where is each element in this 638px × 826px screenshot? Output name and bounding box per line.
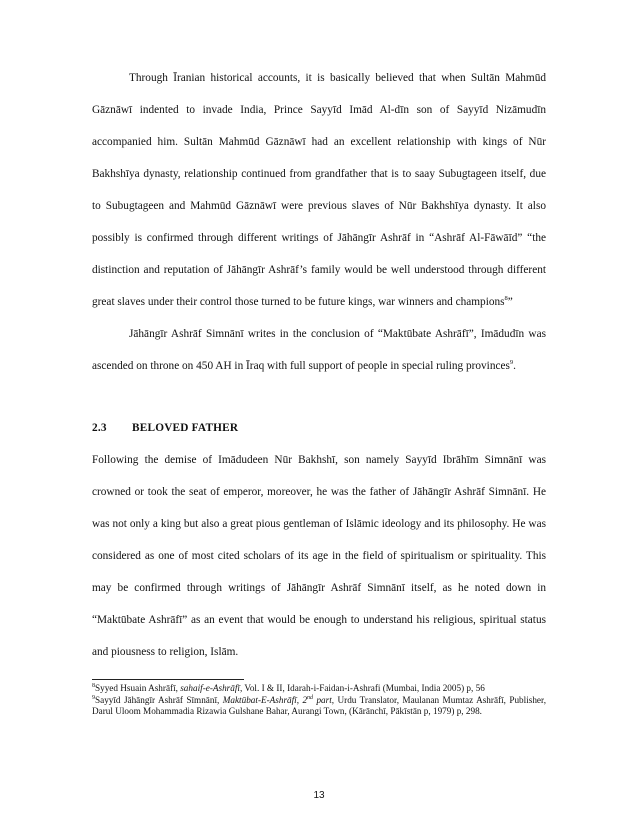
paragraph-1-close-quote: ” <box>507 296 513 308</box>
footnote-ref-8[interactable]: 8 <box>504 295 508 303</box>
footnote-9-author: Sayyīd Jāhāngīr Ashrāf Sīmnānī, <box>95 694 223 705</box>
footnote-9-details: Urdu Translator, Maulanan Mumtaz Ashrāfī, Publisher, Darul Uloom Mohammadia Rizawia Gulshane Bahar, Aurangi Town, (Kārānchī, Pākīstān p, 1979) p, 298. <box>92 694 546 717</box>
footnote-9-title-text: Maktūbat-E-Ashrāfī, 2 <box>222 694 308 705</box>
paragraph-2-text: Jāhāngīr Ashrāf Simnānī writes in the conclusion of “Maktūbate Ashrāfī”, Imādudīn was ascended on throne on 450 AH in Īraq with full support of people in special ruling provinces <box>92 328 546 372</box>
footnote-8-author: Syyed Hsuain Ashrāfī, <box>95 683 181 693</box>
footnote-separator <box>92 679 244 680</box>
footnote-9 <box>92 695 546 718</box>
section-gap <box>92 382 546 412</box>
footnote-8-marker: 8 <box>92 682 95 689</box>
footnote-9-title <box>223 695 334 705</box>
paragraph-2 <box>92 318 546 382</box>
section-number: 2.3 <box>92 422 107 434</box>
section-paragraph: Following the demise of Imādudeen Nūr Bakhshī, son namely Sayyīd Ibrāhīm Simnānī was crowned or took the seat of emperor, moreover, he was the father of Jāhāngīr Ashrāf Simnānī. He was not only a king but also a great pious gentleman of Islāmic ideology and its philosophy. He was considered as one of most cited scholars of its age in the field of spiritualism or spirituality. This may be confirmed through writings of Jāhāngīr Ashrāf Simnānī itself, as he noted down in “Maktūbate Ashrāfī” as an event that would be enough to understand his religious, spiritual status and piousness to religion, Islām. <box>92 454 546 658</box>
footnote-9-title-part: part, <box>313 694 335 705</box>
paragraph-1-text: Through Īranian historical accounts, it is basically believed that when Sultān Mahmūd Gāznāwī indented to invade India, Prince Sayyīd Imād Al-dīn son of Sayyīd Nizāmudīn accompanied him. Sultān Mahmūd Gāznāwī had an excellent relationship with kings of Nūr Bakhshīya dynasty, relationship continued from grandfather that is to saay Subugtageen itself, due to Subugtageen and Mahmūd Gāznāwī were previous slaves of Nūr Bakhshīya dynasty. It also possibly is confirmed through different writings of Jāhāngīr Ashrāf in “Ashrāf Al-Fāwāīd” “the distinction and reputation of Jāhāngīr Ashrāf’s family would be well understood through different great slaves under their control those turned to be future kings, war winners and champions <box>92 72 546 308</box>
footnote-8 <box>92 683 546 695</box>
page-number: 13 <box>313 790 325 801</box>
paragraph-1 <box>92 62 546 318</box>
body-text <box>92 62 546 668</box>
footnote-ref-9[interactable]: 9 <box>509 359 514 367</box>
section-heading <box>92 412 546 444</box>
paragraph-2-end: . <box>513 360 516 372</box>
footnotes <box>92 683 546 718</box>
section-title: BELOVED FATHER <box>132 422 239 434</box>
footnote-8-details: Vol. I & II, Idarah-i-Faidan-i-Ashrafi (Mumbai, India 2005) p, 56 <box>242 683 485 693</box>
footnote-9-marker: 9 <box>92 694 95 701</box>
footnote-8-title: sahaif-e-Ashrāfī, <box>180 683 243 693</box>
footnote-9-title-ordinal: nd <box>307 694 314 701</box>
